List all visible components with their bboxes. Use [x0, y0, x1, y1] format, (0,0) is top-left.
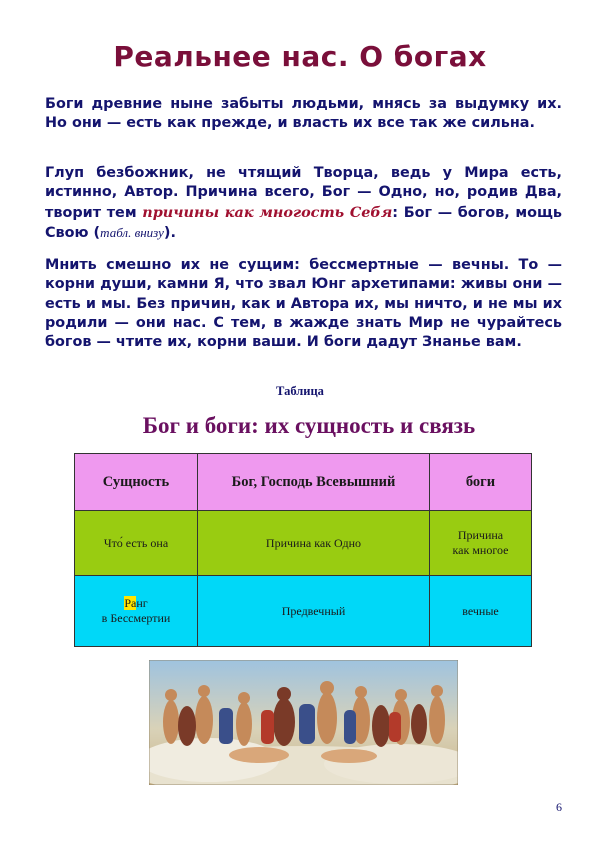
gods-painting [149, 660, 458, 785]
cell-pre-eternal: Предвечный [198, 576, 430, 647]
table-row [75, 511, 532, 576]
cell-what-it-is: Что́ есть она [75, 511, 198, 576]
painting-illustration [149, 660, 458, 785]
cell-cause-as-many [430, 511, 532, 576]
paragraph-2-text-b: : Бог — богов, мощь Свою ( [45, 204, 562, 241]
cell-rank-rest: нг [136, 596, 148, 610]
paragraph-2-emphasis: причины как многость Себя [142, 203, 393, 221]
paragraph-2 [45, 164, 562, 243]
cell-cause-as-many-line1: Причина [457, 528, 504, 542]
header-cell-gods: боги [430, 454, 532, 511]
paragraph-2-text-a: Глуп безбожник, не чтящий Творца, ведь у Мира есть, истинно, Автор. Причина всего, Бог — Одно, но, родив Два, творит тем [45, 165, 562, 221]
page-number: 6 [556, 800, 562, 814]
paragraph-3: Мнить смешно их не сущим: бессмертные — вечны. То — корни души, камни Я, что звал Юнг архетипами: живы они — есть и мы. Без причин, как и Автора их, мы ничто, и не мы их родили — они нас. С тем, в жажде знать Мир не чурайтесь богов — чтите их, корни ваши. И боги дадут Знанье вам. [45, 257, 562, 351]
highlighted-text: Ра [124, 596, 137, 610]
cell-cause-as-many-line2: как многое [452, 543, 509, 557]
essence-table [74, 453, 532, 647]
table-row [75, 576, 532, 647]
header-cell-god: Бог, Господь Всевышний [198, 454, 430, 511]
cell-rank-line2: в Бессмертии [101, 611, 171, 625]
paragraph-2-text-c: ). [163, 224, 176, 241]
cell-cause-as-one: Причина как Одно [198, 511, 430, 576]
cell-rank [75, 576, 198, 647]
table-reference-note: табл. внизу [100, 224, 164, 240]
table-header-row [75, 454, 532, 511]
header-cell-essence: Сущность [75, 454, 198, 511]
page-title: Реальнее нас. О богах [113, 40, 487, 73]
paragraph-1: Боги древние ныне забыты людьми, мнясь за выдумку их. Но они — есть как прежде, и власть их все так же сильна. [45, 96, 562, 132]
table-title: Бог и боги: их сущность и связь [142, 413, 476, 438]
cell-eternal: вечные [430, 576, 532, 647]
table-caption: Таблица [276, 384, 324, 398]
